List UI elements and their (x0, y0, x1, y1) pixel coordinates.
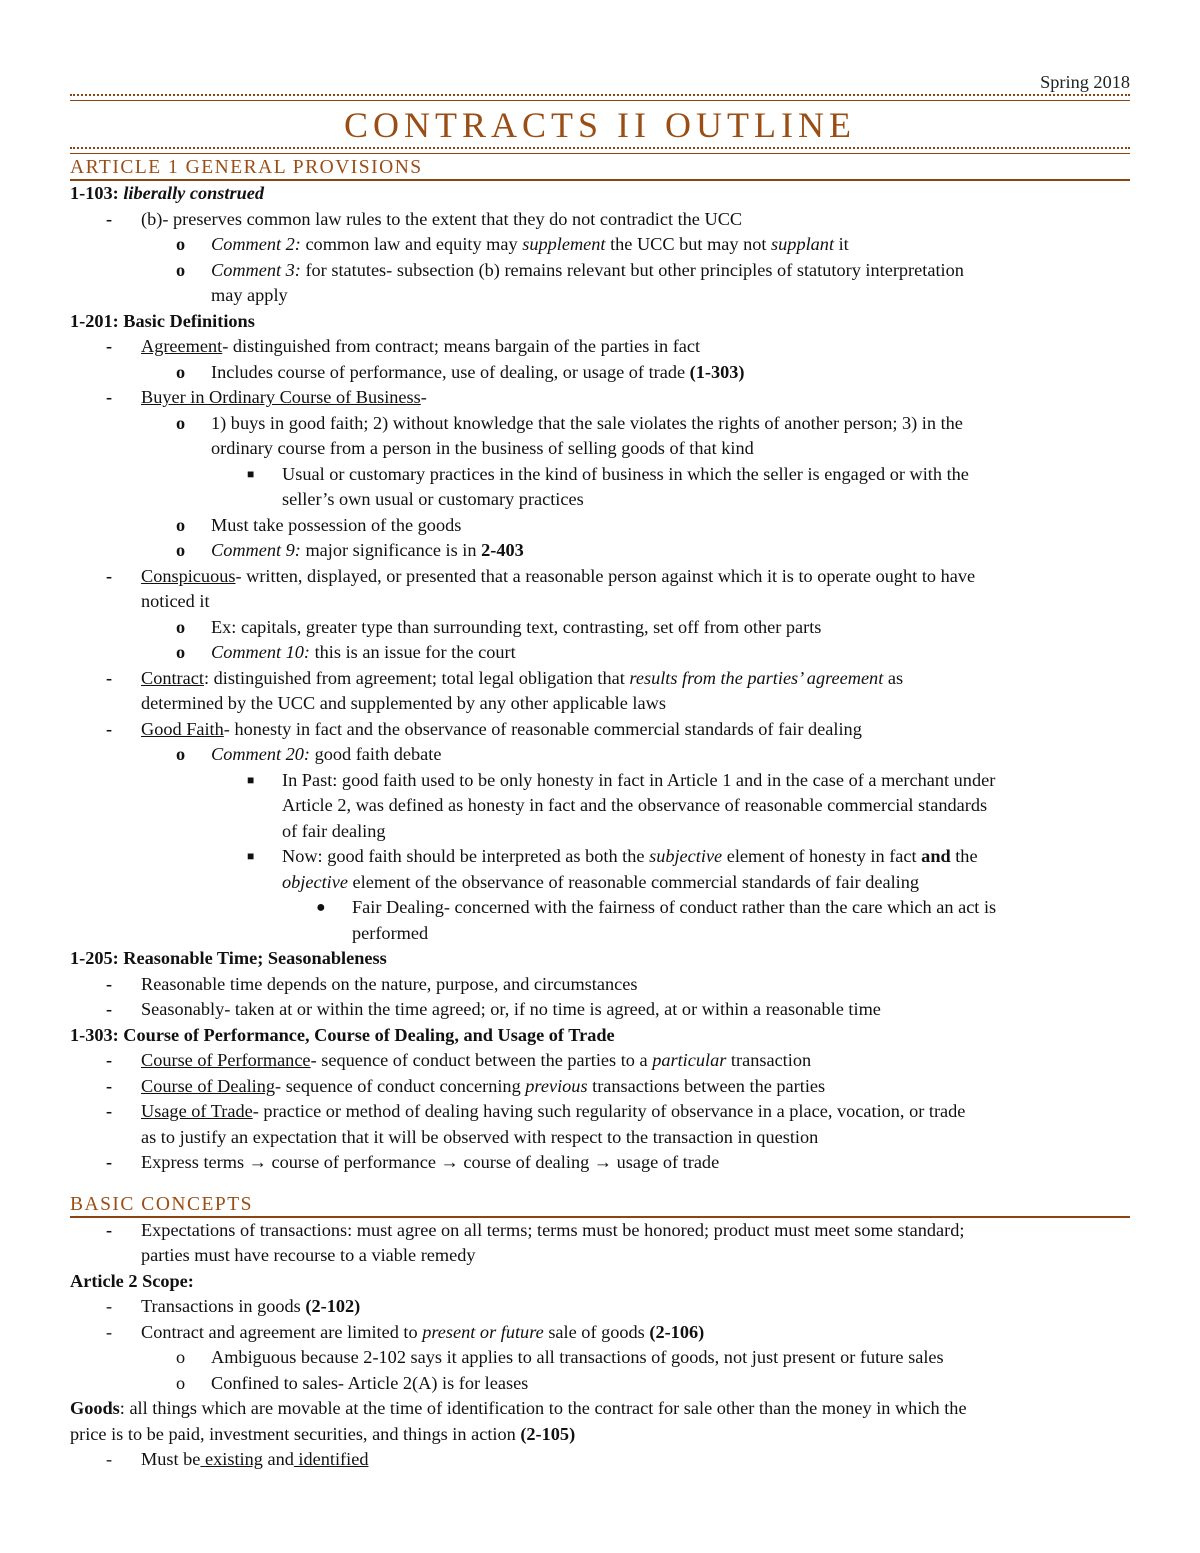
list-item: - Reasonable time depends on the nature, purpose, and circumstances (70, 972, 1130, 998)
o-bullet-icon: o (176, 412, 186, 433)
o-bullet-icon: o (176, 361, 186, 382)
o-bullet-icon: o (176, 616, 186, 637)
list-item: o Ambiguous because 2-102 says it applies to all transactions of goods, not just present or future sales (70, 1345, 1130, 1371)
o-bullet-icon: o (176, 642, 186, 662)
list-item: ■ Now: good faith should be interpreted as both the subjective element of honesty in fact and the objective element of the observance of reasonable commercial standards of fair dealing (247, 846, 978, 892)
list-item: - Seasonably- taken at or within the time agreed; or, if no time is agreed, at or within a reasonable time (70, 997, 1130, 1023)
o-bullet-icon: o (176, 514, 186, 535)
square-bullet-icon: ■ (247, 466, 255, 481)
dash-bullet-icon: - (106, 999, 113, 1019)
list-item: o Comment 9: major significance is in 2-403 (70, 538, 1130, 564)
outline-page (70, 70, 1130, 1473)
list-item: - Expectations of transactions: must agree on all terms; terms must be honored; product must meet some standard; parties must have recourse to a viable remedy (106, 1219, 965, 1265)
square-bullet-icon: ■ (247, 849, 255, 863)
o-bullet-icon: o (176, 259, 186, 280)
list-item: - Agreement- distinguished from contract; means bargain of the parties in fact (70, 334, 1130, 360)
list-item: - Conspicuous- written, displayed, or presented that a reasonable person against which it is to operate ought to have noticed it (106, 565, 976, 611)
list-item: - Contract and agreement are limited to present or future sale of goods (2-106) (70, 1320, 1130, 1346)
list-item: - Must be existing and identified (70, 1447, 1130, 1473)
dash-bullet-icon: - (106, 667, 113, 688)
list-item: - Course of Dealing- sequence of conduct concerning previous transactions between the parties (70, 1074, 1130, 1100)
dash-bullet-icon: - (106, 565, 113, 586)
rule-1-303-heading: 1-303: Course of Performance, Course of Dealing, and Usage of Trade (70, 1024, 615, 1045)
dash-bullet-icon: - (106, 1075, 113, 1096)
title-rule (70, 147, 1130, 154)
list-item: o Comment 10: this is an issue for the court (70, 640, 1130, 666)
dash-bullet-icon: - (106, 1449, 113, 1469)
list-item: o 1) buys in good faith; 2) without knowledge that the sale violates the rights of another person; 3) in the ordinary course from a person in the business of selling goods of that kind (176, 412, 963, 458)
list-item: - Transactions in goods (2-102) (70, 1294, 1130, 1320)
header-rule (70, 94, 1130, 101)
list-item: o Includes course of performance, use of dealing, or usage of trade (1-303) (70, 360, 1130, 386)
list-item: - Buyer in Ordinary Course of Business- (70, 385, 1130, 411)
list-item: o Comment 3: for statutes- subsection (b) remains relevant but other principles of statutory interpretation may apply (176, 259, 964, 305)
o-bullet-icon: o (176, 744, 186, 764)
goods-definition: Goods: all things which are movable at the time of identification to the contract for sale other than the money in which the price is to be paid, investment securities, and things in action (2-105) (70, 1398, 967, 1444)
square-bullet-icon: ■ (247, 772, 255, 787)
list-item: - Contract: distinguished from agreement; total legal obligation that results from the parties’ agreement as determined by the UCC and supplemented by any other applicable laws (106, 667, 904, 713)
dash-bullet-icon: - (106, 1152, 113, 1172)
scope-heading: Article 2 Scope: (70, 1270, 194, 1291)
dash-bullet-icon: - (106, 1050, 113, 1070)
dash-bullet-icon: - (106, 387, 113, 407)
list-item: o Comment 2: common law and equity may supplement the UCC but may not supplant it (70, 232, 1130, 258)
o-bullet-icon: o (176, 1347, 186, 1367)
list-item: ● Fair Dealing- concerned with the fairness of conduct rather than the care which an act is performed (316, 897, 997, 943)
list-item: o Must take possession of the goods (70, 513, 1130, 539)
o-bullet-icon: o (176, 234, 186, 254)
rule-1-205-heading: 1-205: Reasonable Time; Seasonableness (70, 948, 387, 968)
o-bullet-icon: o (176, 1372, 186, 1393)
dash-bullet-icon: - (106, 718, 113, 739)
dash-bullet-icon: - (106, 1101, 113, 1121)
page-title: CONTRACTS II OUTLINE (344, 105, 856, 145)
list-item: o Confined to sales- Article 2(A) is for leases (70, 1371, 1130, 1397)
list-item: - Usage of Trade- practice or method of dealing having such regularity of observance in a place, vocation, or trade as to justify an expectation that it will be observed with respect to the transaction in question (106, 1101, 966, 1147)
header-date: Spring 2018 (1040, 72, 1130, 92)
o-bullet-icon: o (176, 540, 186, 560)
dot-bullet-icon: ● (316, 899, 326, 916)
dash-bullet-icon: - (106, 973, 113, 994)
dash-bullet-icon: - (106, 1321, 113, 1342)
section-heading-basic-concepts: BASIC CONCEPTS (70, 1194, 1130, 1218)
dash-bullet-icon: - (106, 208, 113, 229)
list-item: - Course of Performance- sequence of conduct between the parties to a particular transaction (70, 1048, 1130, 1074)
list-item: o Ex: capitals, greater type than surrounding text, contrasting, set off from other parts (70, 615, 1130, 641)
list-item: o Comment 20: good faith debate (70, 742, 1130, 768)
list-item: - (b)- preserves common law rules to the extent that they do not contradict the UCC (70, 207, 1130, 233)
dash-bullet-icon: - (106, 1296, 113, 1316)
list-item: - Good Faith- honesty in fact and the observance of reasonable commercial standards of fair dealing (70, 717, 1130, 743)
list-item: ■ In Past: good faith used to be only honesty in fact in Article 1 and in the case of a merchant under Article 2, was defined as honesty in fact and the observance of reasonable commercial standards of fair dealing (247, 769, 996, 841)
rule-1-103-heading: 1-103: liberally construed (70, 183, 264, 203)
section-heading-article1: ARTICLE 1 GENERAL PROVISIONS (70, 157, 1130, 181)
rule-1-201-heading: 1-201: Basic Definitions (70, 310, 255, 331)
dash-bullet-icon: - (106, 1219, 113, 1240)
dash-bullet-icon: - (106, 336, 113, 356)
list-item: ■ Usual or customary practices in the kind of business in which the seller is engaged or with the seller’s own usual or customary practices (247, 463, 969, 509)
list-item: - Express terms → course of performance → course of dealing → usage of trade (70, 1150, 1130, 1176)
